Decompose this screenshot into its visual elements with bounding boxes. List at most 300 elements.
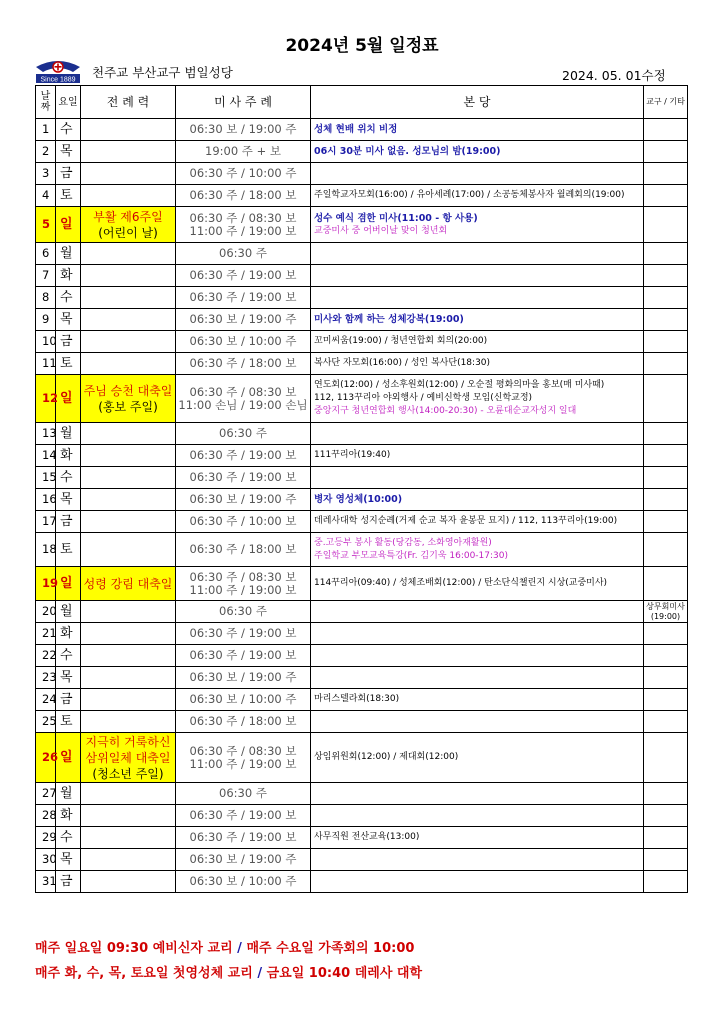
schedule-table: [35, 85, 688, 893]
day-cell: 12: [36, 375, 56, 423]
misc-cell: [644, 163, 688, 185]
weekday-cell: 목: [56, 667, 81, 689]
notes-cell: [311, 331, 644, 353]
notes-cell: [311, 119, 644, 141]
col-liturgy: 전 례 력: [81, 86, 176, 119]
table-row: [36, 287, 688, 309]
table-row: [36, 711, 688, 733]
notes-cell: [311, 423, 644, 445]
notes-cell: [311, 533, 644, 567]
day-cell: 13: [36, 423, 56, 445]
mass-time: 06:30 보 / 10:00 주: [189, 874, 297, 888]
notes-cell: [311, 667, 644, 689]
mass-cell: [176, 309, 311, 331]
liturgy-cell: [81, 287, 176, 309]
mass-time: 06:30 주: [219, 604, 267, 618]
liturgy-cell: [81, 711, 176, 733]
liturgy-text: 성령 강림 대축일: [83, 576, 173, 591]
misc-cell: [644, 445, 688, 467]
mass-time: 11:00 주 / 19:00 보: [189, 582, 297, 597]
weekday-cell: 수: [56, 287, 81, 309]
mass-time: 06:30 주: [219, 426, 267, 440]
notes-cell: [311, 207, 644, 243]
liturgy-cell: [81, 119, 176, 141]
note-line: 06시 30분 미사 없음. 성모님의 밤(19:00): [314, 146, 501, 157]
table-row: [36, 489, 688, 511]
weekday-cell: 일: [56, 733, 81, 783]
notes-cell: [311, 733, 644, 783]
weekday-cell: 월: [56, 243, 81, 265]
table-row: [36, 645, 688, 667]
mass-time: 06:30 주 / 18:00 보: [189, 188, 297, 202]
misc-cell: [644, 783, 688, 805]
liturgy-text: 지극히 거룩하신: [85, 734, 171, 749]
mass-cell: [176, 331, 311, 353]
table-row: [36, 243, 688, 265]
table-row: [36, 689, 688, 711]
misc-cell: [644, 667, 688, 689]
notes-cell: [311, 375, 644, 423]
table-row: [36, 805, 688, 827]
liturgy-text: 부활 제6주일: [93, 209, 163, 224]
misc-cell: [644, 467, 688, 489]
mass-time: 06:30 보 / 19:00 주: [189, 852, 297, 866]
footer-line-2-b: 금요일 10:40 데레사 대학: [266, 966, 423, 981]
mass-cell: [176, 533, 311, 567]
mass-time: 11:00 주 / 19:00 보: [189, 756, 297, 771]
mass-cell: [176, 423, 311, 445]
col-notes: 본 당: [311, 86, 644, 119]
mass-time: 06:30 주: [219, 246, 267, 260]
notes-cell: [311, 805, 644, 827]
mass-time: 06:30 주 / 19:00 보: [189, 830, 297, 844]
misc-cell: [644, 265, 688, 287]
liturgy-cell: [81, 733, 176, 783]
misc-cell: [644, 689, 688, 711]
footer-line-1-sep: /: [232, 941, 247, 956]
liturgy-cell: [81, 783, 176, 805]
table-row: [36, 733, 688, 783]
table-row: [36, 467, 688, 489]
table-row: [36, 353, 688, 375]
mass-cell: [176, 733, 311, 783]
notes-cell: [311, 711, 644, 733]
mass-cell: [176, 445, 311, 467]
note-line: 주일학교자모회(16:00) / 유아세례(17:00) / 소공동체봉사자 월례회의(19:00): [314, 190, 625, 200]
footer-line-2-a: 매주 화, 수, 목, 토요일 첫영성체 교리: [35, 966, 253, 981]
table-row: [36, 207, 688, 243]
misc-cell: [644, 489, 688, 511]
weekday-cell: 토: [56, 711, 81, 733]
liturgy-cell: [81, 353, 176, 375]
notes-cell: [311, 849, 644, 871]
day-cell: 1: [36, 119, 56, 141]
liturgy-cell: [81, 445, 176, 467]
table-row: [36, 141, 688, 163]
misc-line: (19:00): [650, 611, 681, 621]
liturgy-cell: [81, 375, 176, 423]
weekday-cell: 금: [56, 871, 81, 893]
mass-time: 06:30 주 / 08:30 보: [189, 569, 297, 584]
weekday-cell: 토: [56, 185, 81, 207]
mass-cell: [176, 141, 311, 163]
misc-cell: [644, 733, 688, 783]
table-row: [36, 265, 688, 287]
liturgy-cell: [81, 871, 176, 893]
table-row: [36, 827, 688, 849]
day-cell: 18: [36, 533, 56, 567]
col-mass: 미 사 주 례: [176, 86, 311, 119]
weekday-cell: 화: [56, 265, 81, 287]
liturgy-cell: [81, 243, 176, 265]
mass-time: 06:30 주 / 19:00 보: [189, 448, 297, 462]
day-cell: 23: [36, 667, 56, 689]
mass-time: 19:00 주 + 보: [205, 144, 281, 158]
table-row: [36, 511, 688, 533]
mass-time: 06:30 주 / 19:00 보: [189, 626, 297, 640]
note-line: 중앙지구 청년연합회 행사(14:00-20:30) - 오륜대순교자성지 일대: [314, 406, 577, 416]
day-cell: 9: [36, 309, 56, 331]
parish-logo: [33, 54, 83, 84]
note-line: 중.고등부 봉사 활동(당감동, 소화영아재활원): [314, 537, 492, 548]
liturgy-cell: [81, 163, 176, 185]
mass-cell: [176, 689, 311, 711]
misc-cell: [644, 423, 688, 445]
mass-time: 06:30 주 / 19:00 보: [189, 648, 297, 662]
mass-cell: [176, 849, 311, 871]
weekday-cell: 화: [56, 445, 81, 467]
mass-cell: [176, 353, 311, 375]
mass-cell: [176, 375, 311, 423]
day-cell: 22: [36, 645, 56, 667]
table-row: [36, 623, 688, 645]
weekday-cell: 화: [56, 805, 81, 827]
mass-cell: [176, 827, 311, 849]
mass-time: 06:30 주 / 10:00 보: [189, 514, 297, 528]
misc-cell: [644, 623, 688, 645]
mass-cell: [176, 467, 311, 489]
mass-time: 11:00 손님 / 19:00 손님: [178, 397, 308, 412]
misc-cell: [644, 331, 688, 353]
liturgy-text: 주님 승천 대축일: [83, 383, 173, 398]
day-cell: 2: [36, 141, 56, 163]
mass-time: 06:30 주 / 08:30 보: [189, 384, 297, 399]
notes-cell: [311, 265, 644, 287]
misc-cell: [644, 185, 688, 207]
misc-cell: [644, 645, 688, 667]
table-row: [36, 309, 688, 331]
notes-cell: [311, 601, 644, 623]
notes-cell: [311, 163, 644, 185]
weekday-cell: 수: [56, 467, 81, 489]
mass-time: 06:30 주 / 19:00 보: [189, 268, 297, 282]
misc-cell: [644, 309, 688, 331]
weekday-cell: 목: [56, 141, 81, 163]
day-cell: 7: [36, 265, 56, 287]
note-line: 꼬미씨움(19:00) / 청년연합회 회의(20:00): [314, 336, 488, 346]
table-row: [36, 163, 688, 185]
liturgy-cell: [81, 467, 176, 489]
weekday-cell: 일: [56, 567, 81, 601]
notes-cell: [311, 511, 644, 533]
mass-cell: [176, 567, 311, 601]
weekday-cell: 월: [56, 783, 81, 805]
table-row: [36, 783, 688, 805]
mass-cell: [176, 623, 311, 645]
day-cell: 4: [36, 185, 56, 207]
misc-cell: [644, 353, 688, 375]
mass-cell: [176, 645, 311, 667]
mass-cell: [176, 489, 311, 511]
col-day: 날짜: [36, 86, 56, 119]
weekday-cell: 목: [56, 309, 81, 331]
note-line: 미사와 함께 하는 성체강복(19:00): [314, 314, 464, 325]
misc-cell: [644, 849, 688, 871]
note-line: 사무직원 전산교육(13:00): [314, 832, 420, 842]
mass-cell: [176, 711, 311, 733]
table-row: [36, 849, 688, 871]
mass-time: 06:30 주 / 08:30 보: [189, 210, 297, 225]
mass-time: 06:30 주 / 19:00 보: [189, 290, 297, 304]
notes-cell: [311, 645, 644, 667]
col-dow: 요일: [56, 86, 81, 119]
liturgy-cell: [81, 667, 176, 689]
note-line: 주일학교 부모교육특강(Fr. 김기욱 16:00-17:30): [314, 550, 509, 561]
note-line: 마리스텔라회(18:30): [314, 694, 400, 704]
mass-cell: [176, 265, 311, 287]
notes-cell: [311, 445, 644, 467]
day-cell: 30: [36, 849, 56, 871]
footer-line-1-a: 매주 일요일 09:30 예비신자 교리: [35, 941, 233, 956]
notes-cell: [311, 353, 644, 375]
note-line: 교중미사 중 어버이날 맞이 청년회: [314, 225, 448, 236]
mass-time: 06:30 주 / 18:00 보: [189, 714, 297, 728]
note-line: 데레사대학 성지순례(거제 순교 복자 윤봉문 묘지) / 112, 113꾸리아(19:00): [314, 516, 618, 526]
notes-cell: [311, 243, 644, 265]
note-line: 연도회(12:00) / 성소후원회(12:00) / 오순절 평화의마을 홍보(매 미사때): [314, 380, 605, 390]
weekday-cell: 월: [56, 601, 81, 623]
liturgy-text: (청소년 주일): [92, 766, 164, 781]
liturgy-text: 삼위일체 대축일: [85, 750, 171, 765]
notes-cell: [311, 467, 644, 489]
day-cell: 6: [36, 243, 56, 265]
note-line: 성체 현배 위치 비정: [314, 124, 398, 135]
weekday-cell: 월: [56, 423, 81, 445]
misc-cell: [644, 119, 688, 141]
notes-cell: [311, 783, 644, 805]
misc-cell: [644, 827, 688, 849]
note-line: 111꾸리아(19:40): [314, 450, 391, 460]
liturgy-cell: [81, 489, 176, 511]
liturgy-cell: [81, 623, 176, 645]
day-cell: 10: [36, 331, 56, 353]
weekday-cell: 일: [56, 375, 81, 423]
table-row: [36, 423, 688, 445]
mass-cell: [176, 601, 311, 623]
note-line: 상임위원회(12:00) / 제대회(12:00): [314, 752, 459, 762]
note-line: 112, 113꾸리아 야외행사 / 예비신학생 모임(신학교정): [314, 393, 533, 403]
footer-line-1-b: 매주 수요일 가족회의 10:00: [246, 941, 415, 956]
liturgy-cell: [81, 207, 176, 243]
mass-cell: [176, 163, 311, 185]
day-cell: 8: [36, 287, 56, 309]
weekday-cell: 목: [56, 849, 81, 871]
weekday-cell: 목: [56, 489, 81, 511]
day-cell: 19: [36, 567, 56, 601]
notes-cell: [311, 567, 644, 601]
mass-time: 06:30 주 / 18:00 보: [189, 542, 297, 556]
day-cell: 14: [36, 445, 56, 467]
mass-time: 06:30 보 / 19:00 주: [189, 122, 297, 136]
liturgy-text: (어린이 날): [98, 225, 158, 240]
weekday-cell: 토: [56, 353, 81, 375]
day-cell: 17: [36, 511, 56, 533]
col-misc: 교구 / 기타: [644, 86, 688, 119]
day-cell: 21: [36, 623, 56, 645]
day-cell: 26: [36, 733, 56, 783]
liturgy-cell: [81, 601, 176, 623]
misc-cell: [644, 511, 688, 533]
weekday-cell: 수: [56, 119, 81, 141]
weekday-cell: 금: [56, 511, 81, 533]
notes-cell: [311, 185, 644, 207]
mass-time: 06:30 주 / 10:00 주: [189, 166, 297, 180]
day-cell: 27: [36, 783, 56, 805]
mass-time: 06:30 주 / 08:30 보: [189, 743, 297, 758]
footer-line-2-sep: /: [252, 966, 267, 981]
notes-cell: [311, 489, 644, 511]
day-cell: 5: [36, 207, 56, 243]
liturgy-cell: [81, 827, 176, 849]
page-title: 2024년 5월 일정표: [285, 36, 439, 56]
day-cell: 28: [36, 805, 56, 827]
mass-time: 06:30 주: [219, 786, 267, 800]
day-cell: 20: [36, 601, 56, 623]
liturgy-cell: [81, 185, 176, 207]
note-line: 성수 예식 겸한 미사(11:00 - 항 사용): [314, 212, 478, 224]
misc-cell: [644, 375, 688, 423]
weekday-cell: 금: [56, 163, 81, 185]
mass-cell: [176, 783, 311, 805]
mass-time: 06:30 보 / 10:00 주: [189, 692, 297, 706]
misc-cell: [644, 287, 688, 309]
liturgy-cell: [81, 309, 176, 331]
header-row: [36, 86, 688, 119]
mass-time: 06:30 주 / 19:00 보: [189, 470, 297, 484]
liturgy-cell: [81, 849, 176, 871]
misc-cell: [644, 243, 688, 265]
misc-cell: [644, 533, 688, 567]
liturgy-text: (홍보 주일): [98, 399, 158, 414]
notes-cell: [311, 309, 644, 331]
mass-cell: [176, 511, 311, 533]
mass-cell: [176, 287, 311, 309]
mass-cell: [176, 243, 311, 265]
footer-line-2: [35, 962, 422, 981]
misc-cell: [644, 141, 688, 163]
table-row: [36, 445, 688, 467]
table-row: [36, 119, 688, 141]
liturgy-cell: [81, 645, 176, 667]
misc-cell: [644, 711, 688, 733]
table-row: [36, 601, 688, 623]
notes-cell: [311, 141, 644, 163]
note-line: 병자 영성체(10:00): [314, 494, 403, 505]
misc-cell: [644, 601, 688, 623]
liturgy-cell: [81, 265, 176, 287]
mass-cell: [176, 119, 311, 141]
mass-time: 06:30 주 / 18:00 보: [189, 356, 297, 370]
misc-line: 상무회미사: [646, 601, 685, 611]
table-row: [36, 871, 688, 893]
table-row: [36, 375, 688, 423]
misc-cell: [644, 207, 688, 243]
misc-cell: [644, 567, 688, 601]
weekday-cell: 수: [56, 645, 81, 667]
misc-cell: [644, 805, 688, 827]
weekday-cell: 금: [56, 689, 81, 711]
weekday-cell: 일: [56, 207, 81, 243]
weekday-cell: 토: [56, 533, 81, 567]
note-line: 114꾸리아(09:40) / 성체조배회(12:00) / 탄소단식챌린지 시상(교중미사): [314, 578, 608, 588]
mass-time: 06:30 보 / 10:00 주: [189, 334, 297, 348]
mass-time: 06:30 보 / 19:00 주: [189, 670, 297, 684]
notes-cell: [311, 287, 644, 309]
mass-cell: [176, 871, 311, 893]
day-cell: 24: [36, 689, 56, 711]
day-cell: 3: [36, 163, 56, 185]
mass-time: 06:30 보 / 19:00 주: [189, 492, 297, 506]
liturgy-cell: [81, 805, 176, 827]
notes-cell: [311, 827, 644, 849]
liturgy-cell: [81, 331, 176, 353]
day-cell: 16: [36, 489, 56, 511]
notes-cell: [311, 689, 644, 711]
day-cell: 31: [36, 871, 56, 893]
weekday-cell: 금: [56, 331, 81, 353]
day-cell: 15: [36, 467, 56, 489]
misc-cell: [644, 871, 688, 893]
weekday-cell: 수: [56, 827, 81, 849]
note-line: 복사단 자모회(16:00) / 성인 복사단(18:30): [314, 358, 491, 368]
liturgy-cell: [81, 423, 176, 445]
liturgy-cell: [81, 567, 176, 601]
mass-cell: [176, 805, 311, 827]
parish-name: 천주교 부산교구 범일성당: [92, 65, 233, 80]
liturgy-cell: [81, 511, 176, 533]
mass-cell: [176, 207, 311, 243]
logo-since: Since 1889: [40, 76, 76, 84]
revision-date: 2024. 05. 01수정: [562, 68, 666, 83]
liturgy-cell: [81, 533, 176, 567]
notes-cell: [311, 871, 644, 893]
notes-cell: [311, 623, 644, 645]
footer-line-1: [35, 937, 414, 956]
mass-cell: [176, 185, 311, 207]
mass-cell: [176, 667, 311, 689]
table-row: [36, 185, 688, 207]
day-cell: 11: [36, 353, 56, 375]
mass-time: 11:00 주 / 19:00 보: [189, 223, 297, 238]
mass-time: 06:30 주 / 19:00 보: [189, 808, 297, 822]
table-row: [36, 667, 688, 689]
liturgy-cell: [81, 141, 176, 163]
table-row: [36, 533, 688, 567]
day-cell: 29: [36, 827, 56, 849]
mass-time: 06:30 보 / 19:00 주: [189, 312, 297, 326]
table-row: [36, 567, 688, 601]
table-row: [36, 331, 688, 353]
